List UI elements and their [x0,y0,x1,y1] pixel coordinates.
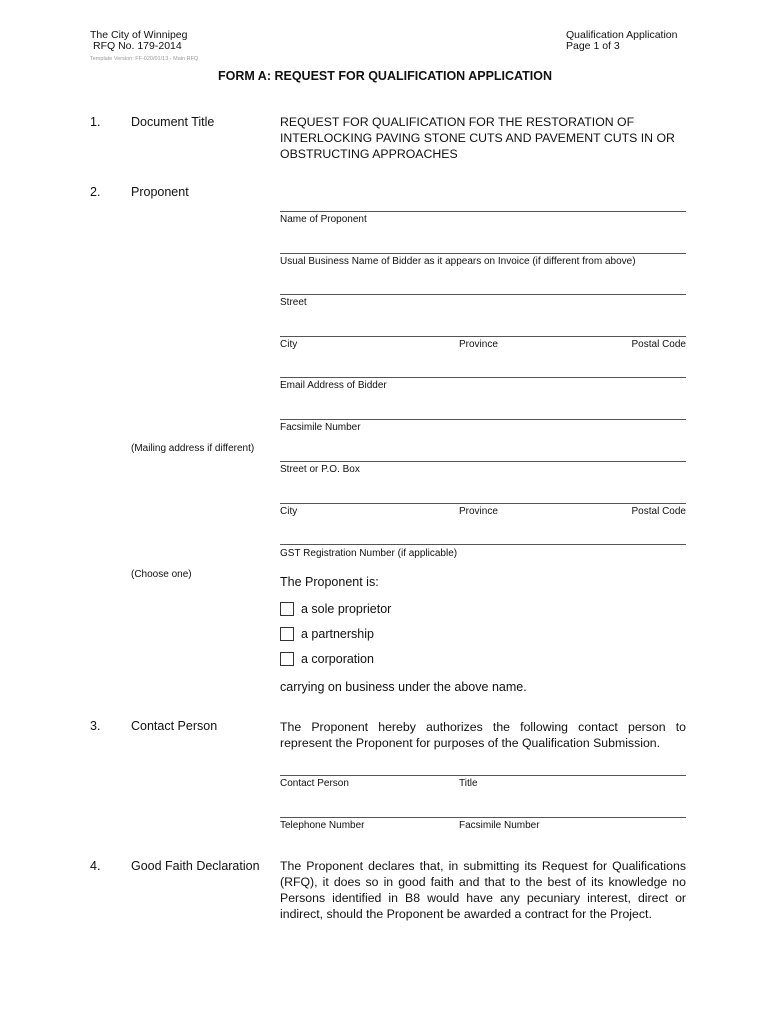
section2-label: Proponent [131,185,189,199]
street-field[interactable] [280,294,686,295]
template-version: Template Version: FF-020/01/13 - Main RFQ [90,56,199,62]
mailing-city-caption: City [280,506,298,517]
document-title-text: REQUEST FOR QUALIFICATION FOR THE RESTORATION OF INTERLOCKING PAVING STONE CUTS AND PAVEMENT CUTS IN OR OBSTRUCTING APPROACHES [280,115,675,161]
mailing-city-province-postal-field[interactable] [280,503,686,504]
org-name: The City of Winnipeg [90,29,188,41]
business-name-caption: Usual Business Name of Bidder as it appears on Invoice (if different from above) [280,256,636,267]
proponent-is-label: The Proponent is: [280,575,379,589]
section2-number: 2. [90,185,101,199]
section1-number: 1. [90,115,101,129]
business-name-field[interactable] [280,253,686,254]
good-faith-text: The Proponent declares that, in submitting its Request for Qualifications (RFQ), it does so in good faith and that to the best of its knowledge no Persons identified in B8 would have any pecuniary interest, direct or indirect, should the Proponent be awarded a contract for the Project. [280,859,686,921]
section4-label: Good Faith Declaration [131,859,260,873]
corporation-label: a corporation [301,652,374,666]
mailing-province-caption: Province [459,506,498,517]
document-type: Qualification Application [566,29,678,41]
province-caption: Province [459,339,498,350]
postal-code-caption: Postal Code [631,339,686,350]
sole-proprietor-checkbox[interactable] [280,602,294,616]
fax-caption: Facsimile Number [280,422,361,433]
partnership-label: a partnership [301,627,374,641]
form-title: FORM A: REQUEST FOR QUALIFICATION APPLICATION [217,69,552,83]
sole-proprietor-label: a sole proprietor [301,602,392,616]
section3-number: 3. [90,719,101,733]
mailing-address-note: (Mailing address if different) [131,443,255,454]
carrying-on-business-text: carrying on business under the above name. [280,680,527,694]
contact-person-caption: Contact Person [280,778,349,789]
mailing-street-caption: Street or P.O. Box [280,464,360,475]
section3-label: Contact Person [131,719,218,733]
proponent-name-field[interactable] [280,211,686,212]
mailing-street-field[interactable] [280,461,686,462]
contact-fax-caption: Facsimile Number [459,820,540,831]
partnership-checkbox[interactable] [280,627,294,641]
phone-fax-field[interactable] [280,817,686,818]
telephone-caption: Telephone Number [280,820,365,831]
page-number: Page 1 of 3 [566,40,620,52]
email-field[interactable] [280,377,686,378]
fax-field[interactable] [280,419,686,420]
corporation-checkbox[interactable] [280,652,294,666]
gst-caption: GST Registration Number (if applicable) [280,548,458,559]
choose-one-note: (Choose one) [131,569,192,580]
contact-title-field[interactable] [280,775,686,776]
section1-label: Document Title [131,115,215,129]
email-caption: Email Address of Bidder [280,380,387,391]
city-province-postal-field[interactable] [280,336,686,337]
city-caption: City [280,339,298,350]
proponent-name-caption: Name of Proponent [280,214,367,225]
mailing-postal-code-caption: Postal Code [631,506,686,517]
contact-title-caption: Title [459,778,478,789]
section4-number: 4. [90,859,101,873]
rfq-number: RFQ No. 179-2014 [93,40,182,52]
street-caption: Street [280,297,307,308]
gst-field[interactable] [280,544,686,545]
contact-person-text: The Proponent hereby authorizes the following contact person to represent the Proponent for purposes of the Qualification Submission. [280,720,686,750]
